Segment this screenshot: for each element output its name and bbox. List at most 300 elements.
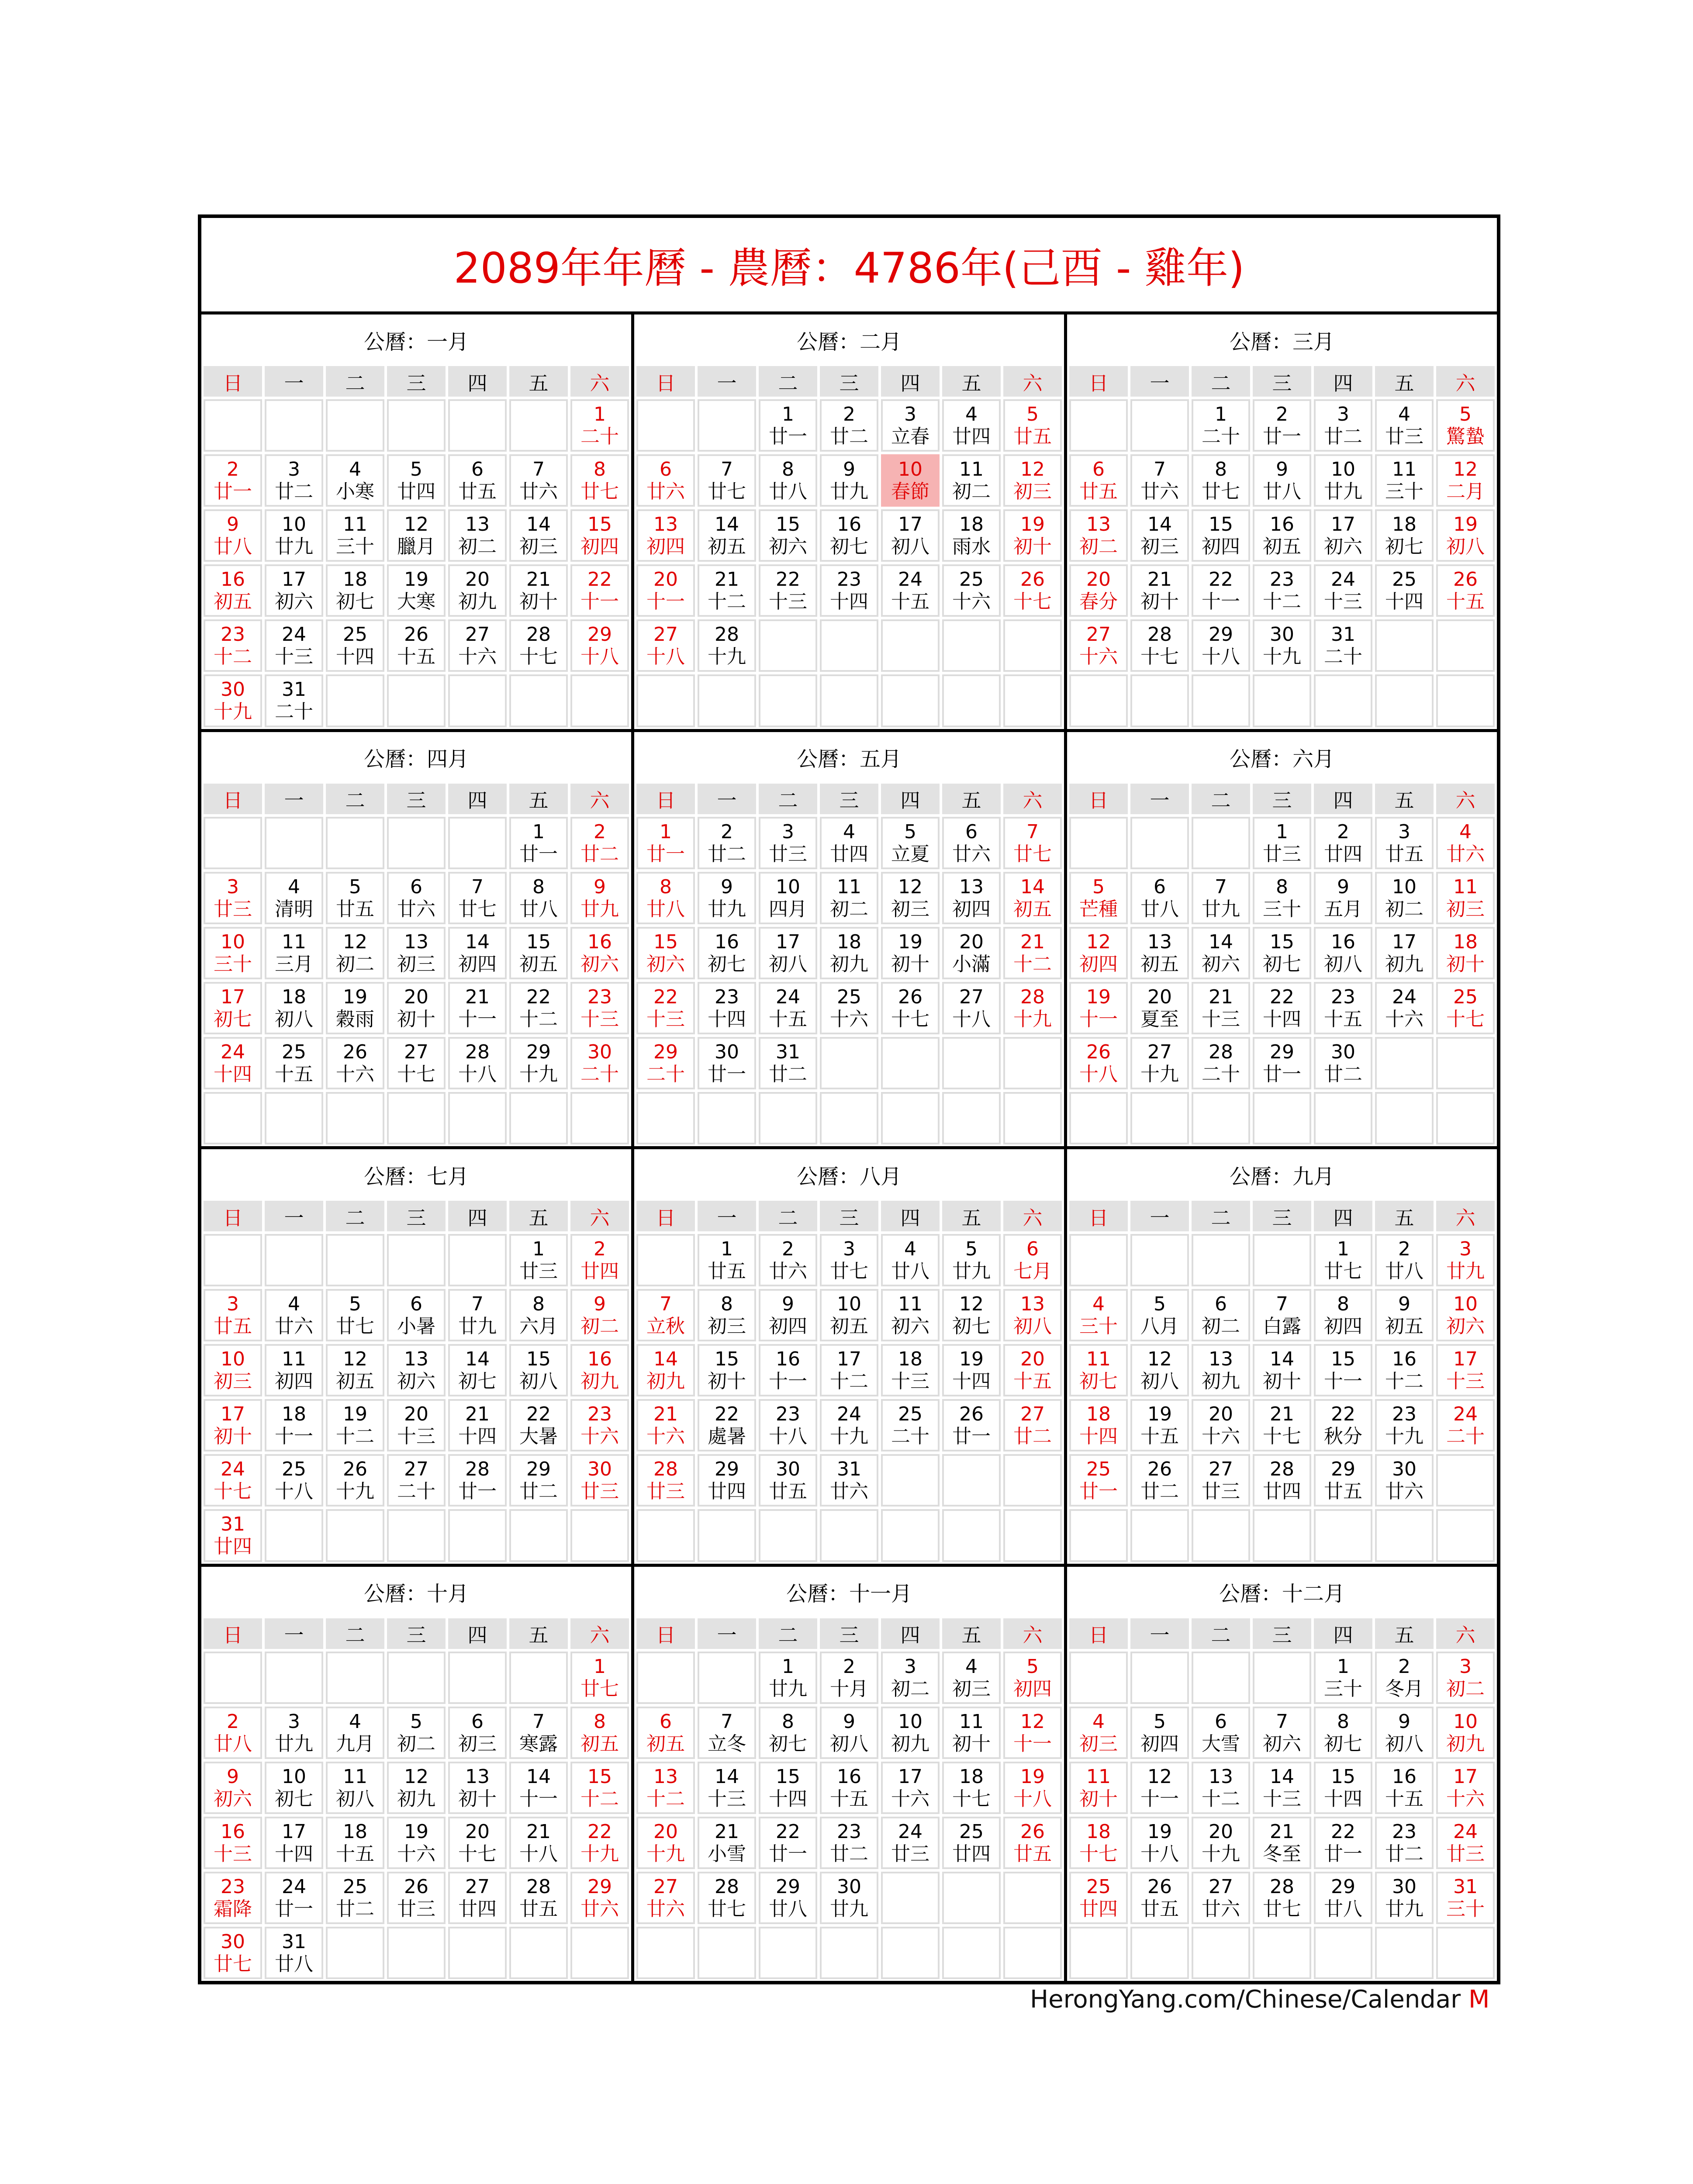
day-cell <box>509 1707 568 1759</box>
day-cell <box>570 1652 629 1704</box>
day-cell <box>204 674 262 727</box>
lunar-date: 小雪 <box>708 1842 746 1865</box>
day-cell <box>1130 1454 1189 1507</box>
weekday-label: 五 <box>509 784 568 814</box>
day-number: 14 <box>715 1765 739 1788</box>
empty-cell <box>1003 1092 1062 1144</box>
empty-cell <box>1130 1509 1189 1562</box>
day-cell <box>570 1234 629 1286</box>
lunar-date: 初二 <box>1446 1677 1485 1700</box>
lunar-date: 廿九 <box>275 1732 313 1755</box>
day-cell <box>1436 564 1495 617</box>
lunar-date: 二十 <box>1324 646 1362 668</box>
weekday-label: 二 <box>326 366 384 397</box>
day-number: 29 <box>526 1458 551 1481</box>
day-number: 8 <box>782 1710 794 1733</box>
day-cell <box>387 1762 446 1814</box>
lunar-date: 十三 <box>580 1008 619 1030</box>
lunar-date: 初六 <box>769 536 807 558</box>
day-cell <box>942 399 1001 452</box>
day-number: 10 <box>898 1710 923 1733</box>
day-cell <box>509 1872 568 1924</box>
day-number: 19 <box>1147 1820 1172 1843</box>
day-cell <box>1069 1344 1128 1396</box>
day-cell <box>698 982 756 1034</box>
lunar-date: 初九 <box>458 591 497 613</box>
day-number: 25 <box>1453 985 1478 1008</box>
lunar-date: 二十 <box>397 1480 435 1503</box>
day-cell <box>265 982 323 1034</box>
weekday-label: 一 <box>1130 1201 1189 1231</box>
day-cell <box>636 1817 695 1869</box>
day-cell <box>387 1399 446 1451</box>
day-cell <box>942 1289 1001 1341</box>
lunar-date: 初七 <box>1263 953 1301 975</box>
lunar-date: 廿五 <box>1013 425 1052 448</box>
lunar-date: 廿六 <box>1202 1897 1240 1920</box>
day-cell <box>759 1817 817 1869</box>
day-cell <box>204 982 262 1034</box>
weekday-label: 日 <box>636 1201 695 1231</box>
day-cell <box>204 1927 262 1979</box>
day-cell <box>570 564 629 617</box>
day-number: 7 <box>1276 1710 1288 1733</box>
day-number: 23 <box>837 568 861 591</box>
day-cell <box>881 1399 940 1451</box>
month-header: 公曆：十一月 <box>636 1569 1062 1616</box>
day-cell <box>759 399 817 452</box>
day-cell <box>636 982 695 1034</box>
empty-cell <box>1314 674 1372 727</box>
lunar-date: 廿八 <box>214 536 252 558</box>
day-number: 15 <box>1331 1765 1355 1788</box>
day-number: 21 <box>526 568 551 591</box>
weekday-label: 日 <box>636 784 695 814</box>
day-number: 2 <box>782 1238 794 1260</box>
day-number: 18 <box>959 1765 984 1788</box>
day-cell <box>636 927 695 979</box>
day-number: 20 <box>465 568 490 591</box>
day-number: 6 <box>965 820 978 843</box>
day-number: 10 <box>898 458 923 481</box>
lunar-date: 十三 <box>397 1425 435 1448</box>
empty-cell <box>1375 1092 1434 1144</box>
day-number: 21 <box>1020 930 1045 953</box>
day-cell <box>265 1399 323 1451</box>
day-number: 16 <box>1392 1765 1417 1788</box>
day-number: 11 <box>1086 1765 1111 1788</box>
lunar-date: 十七 <box>458 1842 497 1865</box>
empty-cell <box>636 1927 695 1979</box>
day-cell <box>1314 1817 1372 1869</box>
lunar-date: 初六 <box>397 1370 435 1393</box>
lunar-date: 初八 <box>830 1732 868 1755</box>
footer-link[interactable]: HerongYang.com/Chinese/Calendar <box>1030 1985 1461 2014</box>
lunar-date: 十一 <box>646 591 685 613</box>
lunar-date: 廿二 <box>519 1480 558 1503</box>
empty-cell <box>942 674 1001 727</box>
day-number: 17 <box>221 1403 245 1426</box>
day-cell <box>698 1289 756 1341</box>
lunar-date: 廿二 <box>1324 425 1362 448</box>
lunar-date: 初二 <box>1202 1315 1240 1338</box>
empty-cell <box>881 1037 940 1089</box>
day-number: 27 <box>1020 1403 1045 1426</box>
day-number: 1 <box>532 1238 545 1260</box>
day-number: 24 <box>221 1040 245 1063</box>
day-number: 13 <box>1020 1293 1045 1316</box>
day-cell <box>1436 454 1495 507</box>
day-number: 28 <box>653 1458 678 1481</box>
lunar-date: 初四 <box>1324 1315 1362 1338</box>
weekday-label: 日 <box>1069 784 1128 814</box>
day-cell <box>698 872 756 924</box>
lunar-date: 十二 <box>519 1008 558 1030</box>
lunar-date: 十一 <box>1013 1732 1052 1755</box>
day-number: 12 <box>1020 458 1045 481</box>
day-cell <box>698 1037 756 1089</box>
day-cell <box>1436 1399 1495 1451</box>
day-number: 8 <box>532 875 545 898</box>
day-cell <box>698 1344 756 1396</box>
day-cell <box>698 1762 756 1814</box>
day-number: 24 <box>1392 985 1417 1008</box>
lunar-date: 廿九 <box>1324 480 1362 503</box>
day-number: 18 <box>1086 1403 1111 1426</box>
day-number: 11 <box>959 458 984 481</box>
day-cell <box>387 1289 446 1341</box>
day-cell <box>636 1872 695 1924</box>
lunar-date: 初四 <box>580 536 619 558</box>
day-number: 4 <box>904 1238 916 1260</box>
lunar-date: 廿三 <box>1385 425 1424 448</box>
lunar-date: 初八 <box>769 953 807 975</box>
empty-cell <box>1130 1652 1189 1704</box>
lunar-date: 穀雨 <box>336 1008 374 1030</box>
day-number: 6 <box>660 1710 672 1733</box>
day-cell <box>387 619 446 672</box>
empty-cell <box>448 1234 507 1286</box>
day-number: 20 <box>653 1820 678 1843</box>
day-number: 10 <box>776 875 800 898</box>
day-number: 2 <box>1337 820 1349 843</box>
day-number: 1 <box>782 403 794 425</box>
day-number: 24 <box>837 1403 861 1426</box>
lunar-date: 十九 <box>519 1063 558 1085</box>
day-cell <box>1253 1289 1311 1341</box>
empty-cell <box>570 674 629 727</box>
empty-cell <box>265 817 323 869</box>
day-number: 18 <box>959 513 984 536</box>
day-number: 15 <box>1270 930 1294 953</box>
day-number: 18 <box>282 985 306 1008</box>
month-block <box>204 1151 629 1562</box>
lunar-date: 初九 <box>891 1732 929 1755</box>
day-cell <box>698 1399 756 1451</box>
day-number: 31 <box>837 1458 861 1481</box>
lunar-date: 廿七 <box>214 1952 252 1975</box>
empty-cell <box>1192 1509 1250 1562</box>
day-cell <box>1130 1762 1189 1814</box>
day-number: 23 <box>837 1820 861 1843</box>
lunar-date: 十六 <box>1079 646 1118 668</box>
lunar-date: 八月 <box>1140 1315 1179 1338</box>
lunar-date: 立夏 <box>891 843 929 865</box>
lunar-date: 廿八 <box>1140 898 1179 920</box>
lunar-date: 十五 <box>397 646 435 668</box>
lunar-date: 初十 <box>1079 1787 1118 1810</box>
day-number: 16 <box>776 1348 800 1371</box>
empty-cell <box>204 1092 262 1144</box>
day-number: 4 <box>288 1293 300 1316</box>
empty-cell <box>448 1927 507 1979</box>
day-cell <box>942 927 1001 979</box>
month-block <box>204 734 629 1145</box>
lunar-date: 廿六 <box>830 1480 868 1503</box>
lunar-date: 廿六 <box>519 480 558 503</box>
day-cell <box>204 1454 262 1507</box>
day-cell <box>881 564 940 617</box>
day-cell <box>1314 1344 1372 1396</box>
day-number: 13 <box>653 513 678 536</box>
day-cell <box>1003 564 1062 617</box>
empty-cell <box>1003 1037 1062 1089</box>
day-number: 4 <box>349 458 361 481</box>
lunar-date: 初三 <box>1013 480 1052 503</box>
day-number: 3 <box>843 1238 855 1260</box>
day-cell <box>1192 1762 1250 1814</box>
day-cell <box>759 1872 817 1924</box>
day-cell <box>1253 564 1311 617</box>
day-cell <box>1314 1707 1372 1759</box>
lunar-date: 五月 <box>1324 898 1362 920</box>
day-cell <box>1436 982 1495 1034</box>
lunar-date: 廿八 <box>519 898 558 920</box>
day-number: 21 <box>465 985 490 1008</box>
day-cell <box>1253 1454 1311 1507</box>
day-cell <box>387 454 446 507</box>
day-cell <box>509 872 568 924</box>
weekday-label: 四 <box>1314 1618 1372 1649</box>
lunar-date: 十九 <box>1202 1842 1240 1865</box>
day-cell <box>204 1707 262 1759</box>
day-number: 24 <box>776 985 800 1008</box>
lunar-date: 初五 <box>1140 953 1179 975</box>
lunar-date: 廿四 <box>458 1897 497 1920</box>
day-cell <box>759 927 817 979</box>
day-number: 16 <box>587 930 612 953</box>
empty-cell <box>820 1092 878 1144</box>
empty-cell <box>1375 1037 1434 1089</box>
day-number: 22 <box>587 1820 612 1843</box>
lunar-date: 清明 <box>275 898 313 920</box>
lunar-date: 廿三 <box>891 1842 929 1865</box>
lunar-date: 初六 <box>646 953 685 975</box>
lunar-date: 廿八 <box>1263 480 1301 503</box>
day-number: 29 <box>1209 623 1233 646</box>
day-number: 24 <box>221 1458 245 1481</box>
lunar-date: 初二 <box>891 1677 929 1700</box>
day-number: 13 <box>653 1765 678 1788</box>
month-block <box>1069 1151 1495 1562</box>
lunar-date: 十七 <box>214 1480 252 1503</box>
day-number: 2 <box>1398 1655 1410 1678</box>
lunar-date: 廿四 <box>708 1480 746 1503</box>
day-cell <box>509 1234 568 1286</box>
day-cell <box>636 817 695 869</box>
lunar-date: 廿二 <box>830 425 868 448</box>
day-number: 3 <box>288 458 300 481</box>
day-number: 8 <box>532 1293 545 1316</box>
lunar-date: 廿四 <box>1263 1480 1301 1503</box>
lunar-date: 廿九 <box>1446 1260 1485 1283</box>
weekday-label: 三 <box>1253 784 1311 814</box>
day-cell <box>1069 1289 1128 1341</box>
day-cell <box>1314 1234 1372 1286</box>
lunar-date: 十八 <box>519 1842 558 1865</box>
day-cell <box>448 1707 507 1759</box>
weekday-label: 四 <box>881 1201 940 1231</box>
lunar-date: 初六 <box>1202 953 1240 975</box>
lunar-date: 夏至 <box>1140 1008 1179 1030</box>
empty-cell <box>1314 1092 1372 1144</box>
day-number: 8 <box>782 458 794 481</box>
day-cell <box>636 1707 695 1759</box>
empty-cell <box>1253 1652 1311 1704</box>
lunar-date: 廿一 <box>275 1897 313 1920</box>
lunar-date: 九月 <box>336 1732 374 1755</box>
lunar-date: 初二 <box>830 898 868 920</box>
day-cell <box>570 1817 629 1869</box>
lunar-date: 初二 <box>580 1315 619 1338</box>
day-number: 13 <box>1147 930 1172 953</box>
day-number: 14 <box>1270 1348 1294 1371</box>
weekday-label: 日 <box>1069 1618 1128 1649</box>
weekday-label: 日 <box>1069 1201 1128 1231</box>
day-number: 18 <box>837 930 861 953</box>
day-cell <box>1253 1707 1311 1759</box>
day-cell <box>570 1344 629 1396</box>
weekday-label: 六 <box>1003 1201 1062 1231</box>
day-number: 30 <box>1270 623 1294 646</box>
day-cell <box>1436 872 1495 924</box>
day-number: 2 <box>594 820 606 843</box>
lunar-date: 廿八 <box>646 898 685 920</box>
lunar-date: 十三 <box>1324 591 1362 613</box>
lunar-date: 廿三 <box>1263 843 1301 865</box>
month-header: 公曆：十二月 <box>1069 1569 1495 1616</box>
day-number: 12 <box>959 1293 984 1316</box>
day-cell <box>759 454 817 507</box>
day-number: 6 <box>410 875 422 898</box>
day-cell <box>942 1817 1001 1869</box>
empty-cell <box>942 1927 1001 1979</box>
day-cell <box>942 982 1001 1034</box>
day-cell <box>1253 454 1311 507</box>
day-number: 1 <box>1337 1238 1349 1260</box>
day-cell <box>881 1652 940 1704</box>
day-number: 10 <box>282 513 306 536</box>
weekday-label: 六 <box>1003 1618 1062 1649</box>
day-cell <box>570 1037 629 1089</box>
empty-cell <box>204 817 262 869</box>
day-cell <box>942 1762 1001 1814</box>
day-number: 13 <box>465 1765 490 1788</box>
day-cell <box>326 1454 384 1507</box>
day-number: 26 <box>1453 568 1478 591</box>
day-number: 7 <box>1215 875 1227 898</box>
day-number: 19 <box>1086 985 1111 1008</box>
day-cell <box>1069 509 1128 562</box>
day-number: 27 <box>1209 1458 1233 1481</box>
lunar-date: 初八 <box>1446 536 1485 558</box>
day-cell <box>942 872 1001 924</box>
day-number: 19 <box>1020 1765 1045 1788</box>
day-cell <box>1069 1454 1128 1507</box>
day-number: 25 <box>1086 1458 1111 1481</box>
empty-cell <box>509 1652 568 1704</box>
day-number: 18 <box>898 1348 923 1371</box>
weekday-label: 一 <box>1130 366 1189 397</box>
day-number: 5 <box>1154 1293 1166 1316</box>
day-number: 16 <box>837 1765 861 1788</box>
empty-cell <box>204 399 262 452</box>
day-cell <box>509 1454 568 1507</box>
day-number: 11 <box>959 1710 984 1733</box>
day-cell <box>1314 1454 1372 1507</box>
empty-cell <box>326 1509 384 1562</box>
lunar-date: 初十 <box>1140 591 1179 613</box>
day-number: 17 <box>1331 513 1355 536</box>
lunar-date: 廿九 <box>458 1315 497 1338</box>
day-number: 11 <box>282 930 306 953</box>
empty-cell <box>942 1454 1001 1507</box>
day-cell <box>1436 1652 1495 1704</box>
empty-cell <box>326 1927 384 1979</box>
empty-cell <box>881 1509 940 1562</box>
day-cell <box>759 817 817 869</box>
day-cell <box>265 1454 323 1507</box>
day-cell <box>1375 509 1434 562</box>
day-number: 1 <box>594 403 606 425</box>
lunar-date: 十五 <box>891 591 929 613</box>
empty-cell <box>636 674 695 727</box>
lunar-date: 二十 <box>1446 1425 1485 1448</box>
lunar-date: 十八 <box>1202 646 1240 668</box>
day-number: 15 <box>1331 1348 1355 1371</box>
day-number: 12 <box>343 930 367 953</box>
empty-cell <box>881 674 940 727</box>
empty-cell <box>820 619 878 672</box>
day-number: 18 <box>343 1820 367 1843</box>
day-cell <box>570 872 629 924</box>
lunar-date: 三十 <box>336 536 374 558</box>
day-number: 15 <box>526 930 551 953</box>
lunar-date: 初九 <box>397 1787 435 1810</box>
day-number: 29 <box>587 1875 612 1898</box>
day-cell <box>448 564 507 617</box>
day-number: 19 <box>898 930 923 953</box>
empty-cell <box>387 1927 446 1979</box>
empty-cell <box>387 399 446 452</box>
month-header: 公曆：八月 <box>636 1151 1062 1198</box>
lunar-date: 廿六 <box>1140 480 1179 503</box>
lunar-date: 初五 <box>519 953 558 975</box>
day-number: 1 <box>660 820 672 843</box>
day-number: 28 <box>1209 1040 1233 1063</box>
day-cell <box>1069 1399 1128 1451</box>
lunar-date: 初二 <box>397 1732 435 1755</box>
